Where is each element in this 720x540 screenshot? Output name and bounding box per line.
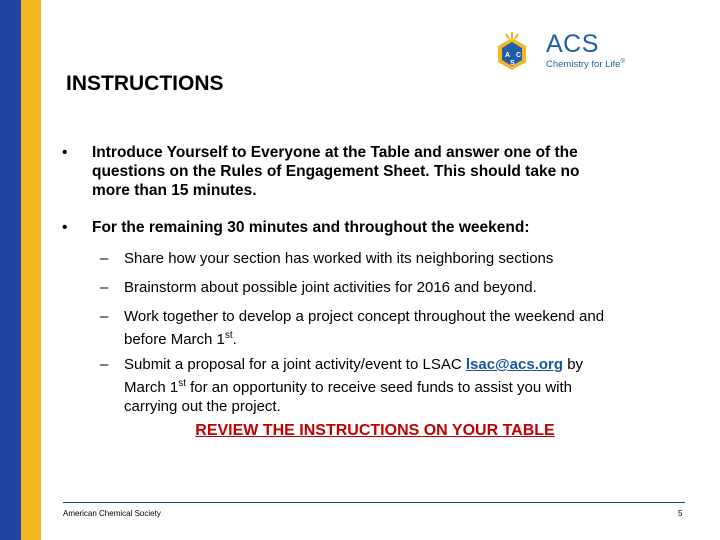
acs-logo [490, 30, 650, 80]
sub-dash: – [100, 356, 109, 373]
subitem-work [100, 307, 700, 347]
sub-dash: – [100, 279, 109, 296]
bullet-line: more than 15 minutes. [92, 182, 257, 199]
hex-letter-s: S [510, 60, 515, 67]
logo-tagline: Chemistry for Life® [546, 59, 625, 71]
footer-divider [63, 502, 685, 503]
bullet-dot: • [62, 144, 68, 161]
slide-title: INSTRUCTIONS [66, 72, 224, 95]
sub-line: Work together to develop a project concept throughout the weekend and [124, 308, 605, 325]
footer-org: American Chemical Society [63, 509, 161, 518]
bullet-dot: • [62, 219, 68, 236]
logo-wordmark: ACS [546, 30, 599, 58]
acs-hexagon-icon [490, 30, 546, 82]
bullet-line: For the remaining 30 minutes and throughout the weekend: [92, 219, 530, 236]
sub-text: Share how your section has worked with its neighboring sections [124, 250, 554, 267]
sub-line: before March 1st. [124, 330, 237, 348]
sub-dash: – [100, 308, 109, 325]
hex-letter-c: C [516, 52, 522, 59]
bullet-line: questions on the Rules of Engagement Sheet. This should take no [92, 163, 580, 180]
sub-line: carrying out the project. [124, 398, 281, 415]
footer-page-number: 5 [678, 509, 683, 518]
sub-line: March 1st for an opportunity to receive seed funds to assist you with [124, 378, 573, 396]
sidebar-stripe-gold [21, 0, 41, 540]
bullet-remaining [62, 218, 682, 238]
sub-text: Brainstorm about possible joint activities for 2016 and beyond. [124, 279, 537, 296]
sub-dash: – [100, 250, 109, 267]
bullet-line: Introduce Yourself to Everyone at the Table and answer one of the [92, 144, 578, 161]
hex-letter-a: A [505, 52, 511, 59]
sub-line: Submit a proposal for a joint activity/event to LSAC lsac@acs.org by [124, 356, 584, 373]
bullet-introduce [62, 143, 682, 203]
sidebar-stripe-blue [0, 0, 21, 540]
subitem-submit [100, 355, 700, 415]
lsac-email-link[interactable]: lsac@acs.org [465, 356, 564, 373]
review-instructions-text: REVIEW THE INSTRUCTIONS ON YOUR TABLE [195, 422, 555, 439]
